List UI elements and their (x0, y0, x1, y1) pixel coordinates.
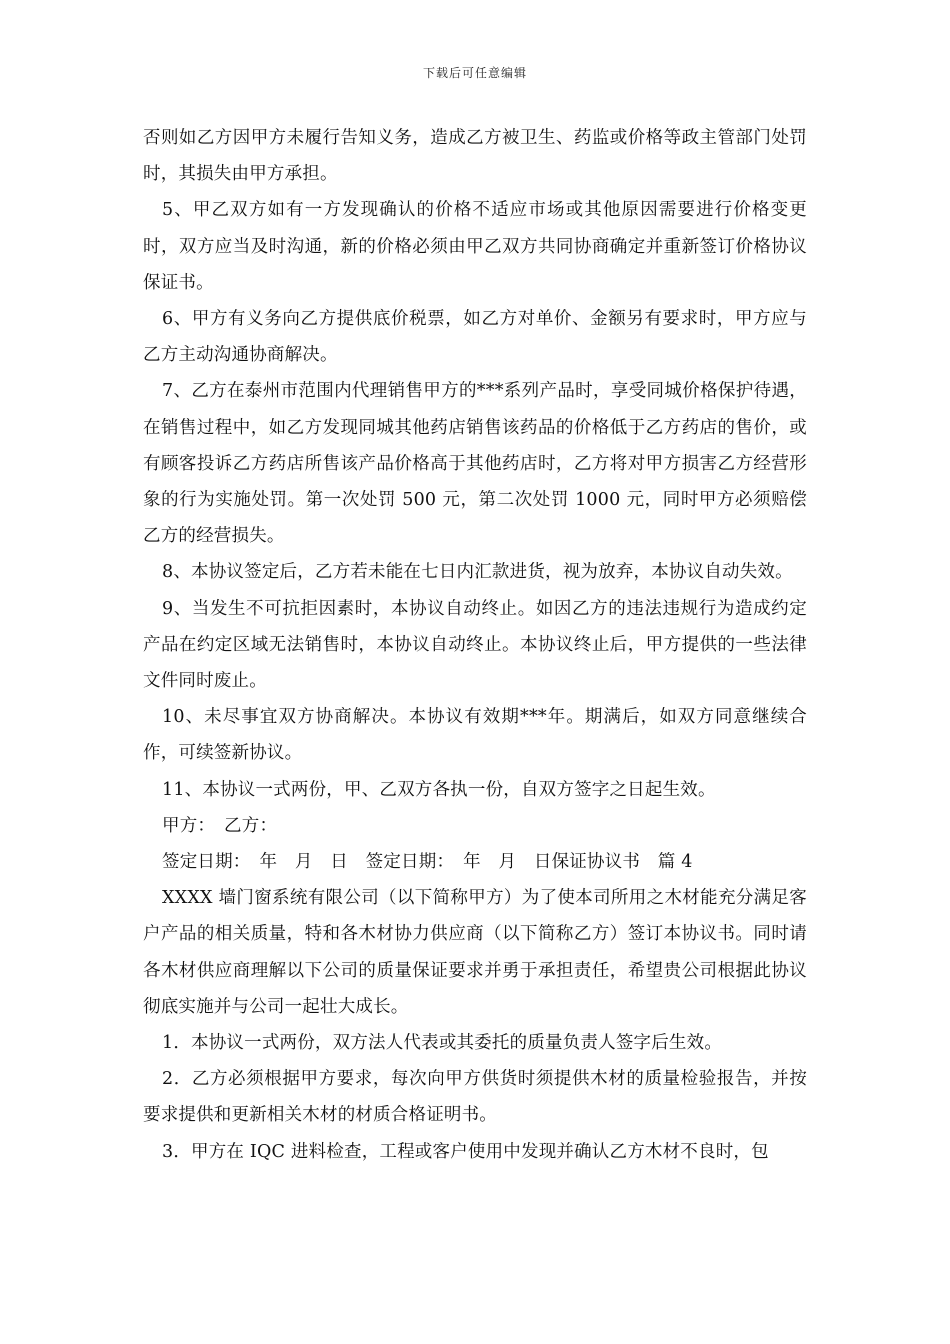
clause-11: 11、本协议一式两份，甲、乙双方各执一份，自双方签字之日起生效。 (162, 779, 716, 800)
item-2: 2．乙方必须根据甲方要求，每次向甲方供货时须提供木材的质量检验报告，并按要求提供和更新相关木材的材质合格证明书。 (143, 1069, 807, 1126)
page-header-note: 下载后可任意编辑 (422, 66, 527, 80)
item-3: 3．甲方在 IQC 进料检查，工程或客户使用中发现并确认乙方木材不良时，包 (162, 1141, 769, 1162)
item-1: 1．本协议一式两份，双方法人代表或其委托的质量负责人签字后生效。 (162, 1033, 723, 1054)
clause-7: 7、乙方在泰州市范围内代理销售甲方的***系列产品时，享受同城价格保护待遇，在销售过程中，如乙方发现同城其他药店销售该药品的价格低于乙方药店的售价，或有顾客投诉乙方药店所售该产品价格高于其他药店时，乙方将对甲方损害乙方经营形象的行为实施处罚。第一次处罚 500 元，第二次处罚 1000 元，同时甲方必须赔偿乙方的经营损失。 (143, 381, 807, 547)
preamble-paragraph: XXXX 墙门窗系统有限公司（以下简称甲方）为了使本司所用之木材能充分满足客户产品的相关质量，特和各木材协力供应商（以下简称乙方）签订本协议书。同时请各木材供应商理解以下公司的质量保证要求并勇于承担责任，希望贵公司根据此协议彻底实施并与公司一起壮大成长。 (143, 888, 807, 1017)
signature-parties: 甲方： 乙方： (162, 815, 278, 836)
document-body (143, 120, 807, 1170)
clause-6: 6、甲方有义务向乙方提供底价税票，如乙方对单价、金额另有要求时，甲方应与乙方主动沟通协商解决。 (143, 309, 807, 366)
clause-10: 10、未尽事宜双方协商解决。本协议有效期***年。期满后，如双方同意继续合作，可续签新协议。 (143, 707, 807, 764)
clause-5: 5、甲乙双方如有一方发现确认的价格不适应市场或其他原因需要进行价格变更时，双方应当及时沟通，新的价格必须由甲乙双方共同协商确定并重新签订价格协议保证书。 (143, 200, 807, 293)
paragraph-continuation: 否则如乙方因甲方未履行告知义务，造成乙方被卫生、药监或价格等政主管部门处罚时，其损失由甲方承担。 (143, 128, 807, 185)
signature-dates: 签定日期： 年 月 日 签定日期： 年 月 日保证协议书 篇 4 (162, 852, 693, 873)
clause-9: 9、当发生不可抗拒因素时，本协议自动终止。如因乙方的违法违规行为造成约定产品在约定区域无法销售时，本协议自动终止。本协议终止后，甲方提供的一些法律文件同时废止。 (143, 598, 807, 692)
clause-8: 8、本协议签定后，乙方若未能在七日内汇款进货，视为放弃，本协议自动失效。 (162, 562, 793, 583)
